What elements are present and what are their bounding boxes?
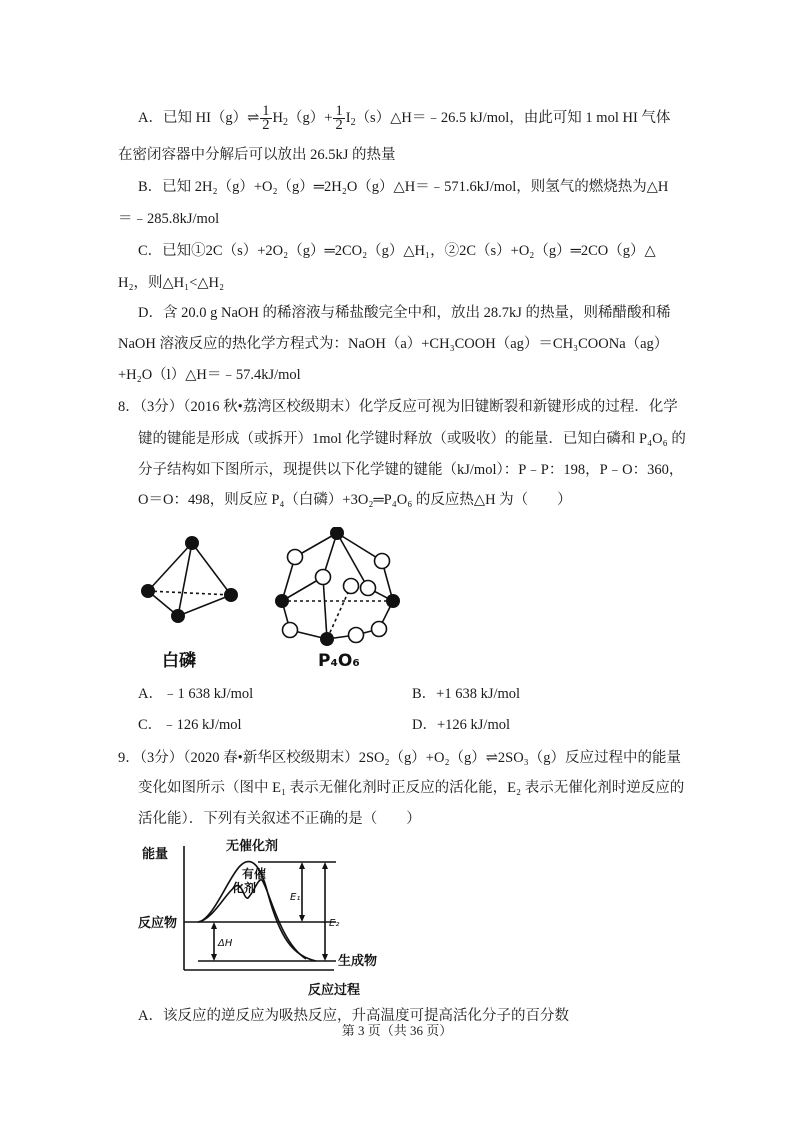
q9-stem-line2: 变化如图所示（图中 E₁ 表示无催化剂时正反应的活化能，E₂ 表示无催化剂时逆反应的 xyxy=(138,780,685,796)
q8-stem-line2: 键的键能是形成（或拆开）1mol 化学键时释放（或吸收）的能量．已知白磷和 P₄O₆ 的 xyxy=(138,431,686,447)
label-catalyst-1: 有催 xyxy=(242,867,267,881)
page-footer: 第 3 页（共 36 页） xyxy=(341,1023,453,1038)
q9-stem-line1: 9．（3分）（2020 春•新华区校级期末）2SO₂（g）+O₂（g）⇌2SO₃（g）反应过程中的能量 xyxy=(118,750,681,766)
o-atom xyxy=(344,579,359,594)
q7-option-b-line1: B．已知 2H₂（g）+O₂（g）═2H₂O（g）△H＝﹣571.6kJ/mol，则氢气的燃烧热为△H xyxy=(138,179,669,195)
label-p4o6: P₄O₆ xyxy=(318,651,360,671)
q8-stem-line3: 分子结构如下图所示，现提供以下化学键的键能（kJ/mol）：P﹣P：198，P﹣O：360， xyxy=(138,462,684,478)
q9-stem-line3: 活化能）．下列有关叙述不正确的是（ ） xyxy=(138,811,421,827)
frac-den-2: 2 xyxy=(335,117,343,133)
label-e2: E₂ xyxy=(329,918,340,929)
q7-option-d-line2: NaOH 溶液反应的热化学方程式为：NaOH（a）+CH₃COOH（ag）＝CH₃COONa（ag） xyxy=(118,336,669,352)
energy-diagram xyxy=(138,834,408,1002)
label-white-phosphorus: 白磷 xyxy=(162,651,196,671)
fraction-half xyxy=(260,105,271,132)
axis-x-label: 反应过程 xyxy=(308,983,361,998)
p-atom xyxy=(330,527,344,540)
p-atom xyxy=(386,594,400,608)
q8-option-d[interactable]: D．+126 kJ/mol xyxy=(412,717,511,733)
q7-a-mid: （g）+ xyxy=(288,109,333,126)
o-atom xyxy=(361,581,376,596)
o-atom xyxy=(288,550,303,565)
label-catalyst-2: 化剂 xyxy=(232,881,257,895)
q7-a-pre: A．已知 HI（g）⇌ xyxy=(138,109,260,126)
frac-den: 2 xyxy=(262,117,270,133)
label-e1: E₁ xyxy=(290,892,301,903)
q7-option-c-line2: H₂，则△H₁<△H₂ xyxy=(118,275,225,291)
q7-option-c-line1: C．已知①2C（s）+2O₂（g）═2CO₂（g）△H₁，②2C（s）+O₂（g）═2CO（g）△ xyxy=(138,243,656,259)
p-atom xyxy=(141,584,155,598)
fraction-half-2 xyxy=(333,105,344,132)
q8-stem-line4: O＝O：498，则反应 P₄（白磷）+3O₂═P₄O₆ 的反应热△H 为（ ） xyxy=(138,492,572,508)
q7-option-a-line2: 在密闭容器中分解后可以放出 26.5kJ 的热量 xyxy=(118,147,396,163)
q7-option-d-line3: +H₂O（l）△H＝﹣57.4kJ/mol xyxy=(118,367,301,383)
molecule-figure xyxy=(130,527,430,677)
o-atom xyxy=(316,570,331,585)
p-atom xyxy=(275,594,289,608)
o-atom xyxy=(283,623,298,638)
q8-option-a[interactable]: A．﹣1 638 kJ/mol xyxy=(138,686,254,702)
q7-option-d-line1: D．含 20.0 g NaOH 的稀溶液与稀盐酸完全中和，放出 28.7kJ 的热量，则稀醋酸和稀 xyxy=(138,305,671,321)
q8-option-c[interactable]: C．﹣126 kJ/mol xyxy=(138,717,242,733)
o-atom xyxy=(349,628,364,643)
p-atom xyxy=(185,536,199,550)
p-atom xyxy=(224,588,238,602)
o-atom xyxy=(372,622,387,637)
q7-a-i2: I xyxy=(345,109,351,126)
q9-option-a[interactable]: A．该反应的逆反应为吸热反应，升高温度可提高活化分子的百分数 xyxy=(138,1008,569,1024)
frac-num: 1 xyxy=(262,103,270,119)
p-atom xyxy=(320,632,334,646)
label-product: 生成物 xyxy=(338,954,378,969)
q7-a-post: （s）△H＝﹣26.5 kJ/mol，由此可知 1 mol HI 气体 xyxy=(355,109,671,126)
p-atom xyxy=(171,609,185,623)
q7-option-b-line2: ＝﹣285.8kJ/mol xyxy=(118,211,220,227)
o-atom xyxy=(375,554,390,569)
label-no-catalyst: 无催化剂 xyxy=(226,839,279,854)
q7-a-h2: H xyxy=(272,109,284,126)
q7-option-a-line1: A．已知 HI（g）⇌ $\frac{1}{2}$ $H_2(g)+$ $\frac{1}{2}$ $I_2(s)\triangle H=﹣26.5$ kJ/mol，由此可知 1 mol HI 气体 xyxy=(138,103,671,133)
axis-y-label: 能量 xyxy=(142,847,169,862)
frac-num-2: 1 xyxy=(335,103,343,119)
q8-stem-line1: 8．（3分）（2016 秋•荔湾区校级期末）化学反应可视为旧键断裂和新键形成的过程．化学 xyxy=(118,399,678,415)
q8-option-b[interactable]: B．+1 638 kJ/mol xyxy=(412,686,521,702)
label-reactant: 反应物 xyxy=(138,916,178,931)
label-dh: ΔH xyxy=(218,938,233,949)
white-phosphorus-tetrahedron xyxy=(148,543,231,616)
